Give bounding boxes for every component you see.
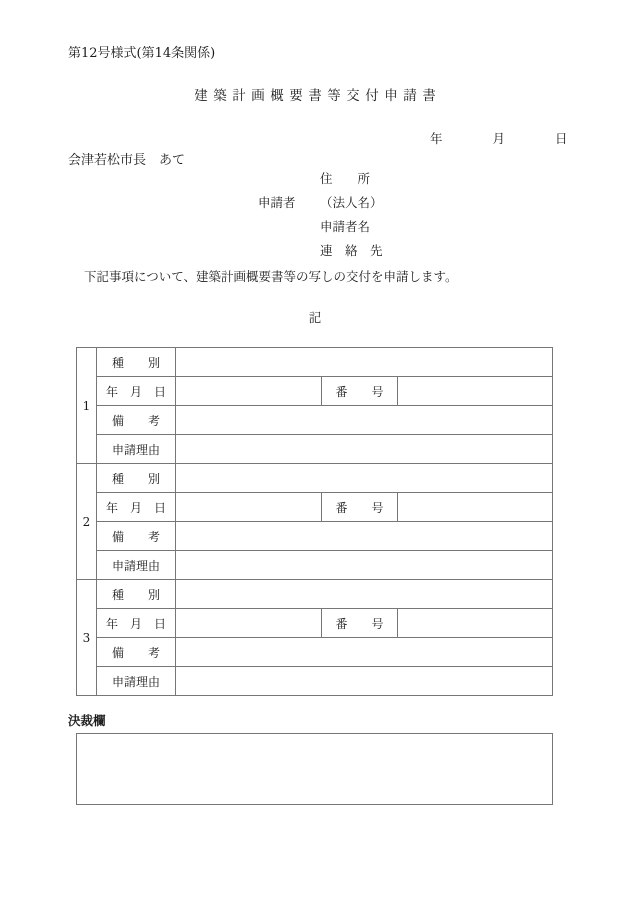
label-cell-reason xyxy=(97,435,176,464)
value-cell-number[interactable] xyxy=(397,377,552,406)
label-cell-kind xyxy=(97,348,176,377)
table-row xyxy=(77,551,553,580)
label-reason: 申請理由 xyxy=(111,442,160,457)
table-row xyxy=(77,406,553,435)
label-date: 年 月 日 xyxy=(105,384,166,399)
label-kind: 種 別 xyxy=(111,587,160,602)
approval-box[interactable] xyxy=(76,733,553,805)
group-index: 1 xyxy=(82,398,91,413)
value-cell-remarks[interactable] xyxy=(176,522,553,551)
table-row xyxy=(77,435,553,464)
form-number: 第12号様式(第14条関係) xyxy=(68,46,216,61)
label-cell-kind xyxy=(97,464,176,493)
value-cell-date[interactable] xyxy=(176,493,322,522)
table-row xyxy=(77,464,553,493)
table-row xyxy=(77,377,553,406)
label-cell-date xyxy=(97,377,176,406)
label-cell-number xyxy=(321,377,397,406)
table-row xyxy=(77,522,553,551)
label-cell-reason xyxy=(97,667,176,696)
value-cell-kind[interactable] xyxy=(176,464,553,493)
table-row xyxy=(77,638,553,667)
value-cell-kind[interactable] xyxy=(176,348,553,377)
page-title: 建築計画概要書等交付申請書 xyxy=(194,88,442,104)
label-cell-kind xyxy=(97,580,176,609)
label-remarks: 備 考 xyxy=(111,413,160,428)
request-statement: 下記事項について、建築計画概要書等の写しの交付を申請します。 xyxy=(84,269,458,284)
value-cell-date[interactable] xyxy=(176,377,322,406)
label-kind: 種 別 xyxy=(111,471,160,486)
group-index: 2 xyxy=(82,514,91,529)
table-row xyxy=(77,609,553,638)
label-date: 年 月 日 xyxy=(105,616,166,631)
applicant-field-corporate-name: （法人名） xyxy=(320,195,383,210)
label-remarks: 備 考 xyxy=(111,529,160,544)
application-items-table xyxy=(76,347,553,696)
table-row xyxy=(77,348,553,377)
applicant-field-name: 申請者名 xyxy=(320,219,371,234)
label-cell-date xyxy=(97,609,176,638)
label-reason: 申請理由 xyxy=(111,674,160,689)
applicant-field-list xyxy=(320,167,383,263)
label-cell-date xyxy=(97,493,176,522)
label-cell-reason xyxy=(97,551,176,580)
value-cell-number[interactable] xyxy=(397,609,552,638)
table-row xyxy=(77,667,553,696)
label-number: 番 号 xyxy=(335,384,384,399)
value-cell-reason[interactable] xyxy=(176,435,553,464)
label-remarks: 備 考 xyxy=(111,645,160,660)
value-cell-reason[interactable] xyxy=(176,667,553,696)
label-number: 番 号 xyxy=(335,616,384,631)
value-cell-date[interactable] xyxy=(176,609,322,638)
value-cell-reason[interactable] xyxy=(176,551,553,580)
group-index-cell xyxy=(77,464,97,580)
ki-mark: 記 xyxy=(308,310,322,325)
group-index-cell xyxy=(77,348,97,464)
addressee-line: 会津若松市長 あて xyxy=(68,153,186,168)
group-index-cell xyxy=(77,580,97,696)
label-cell-number xyxy=(321,609,397,638)
applicant-field-address: 住 所 xyxy=(320,171,371,186)
label-cell-remarks xyxy=(97,522,176,551)
applicant-field-contact: 連 絡 先 xyxy=(320,243,383,258)
label-number: 番 号 xyxy=(335,500,384,515)
value-cell-number[interactable] xyxy=(397,493,552,522)
label-cell-remarks xyxy=(97,406,176,435)
applicant-label: 申請者 xyxy=(258,195,296,210)
approval-section-title: 決裁欄 xyxy=(68,713,106,728)
label-cell-remarks xyxy=(97,638,176,667)
label-date: 年 月 日 xyxy=(105,500,166,515)
value-cell-kind[interactable] xyxy=(176,580,553,609)
table-row xyxy=(77,493,553,522)
value-cell-remarks[interactable] xyxy=(176,406,553,435)
label-reason: 申請理由 xyxy=(111,558,160,573)
label-kind: 種 別 xyxy=(111,355,160,370)
group-index: 3 xyxy=(82,630,91,645)
table-row xyxy=(77,580,553,609)
label-cell-number xyxy=(321,493,397,522)
value-cell-remarks[interactable] xyxy=(176,638,553,667)
date-line: 年 月 日 xyxy=(430,131,568,146)
